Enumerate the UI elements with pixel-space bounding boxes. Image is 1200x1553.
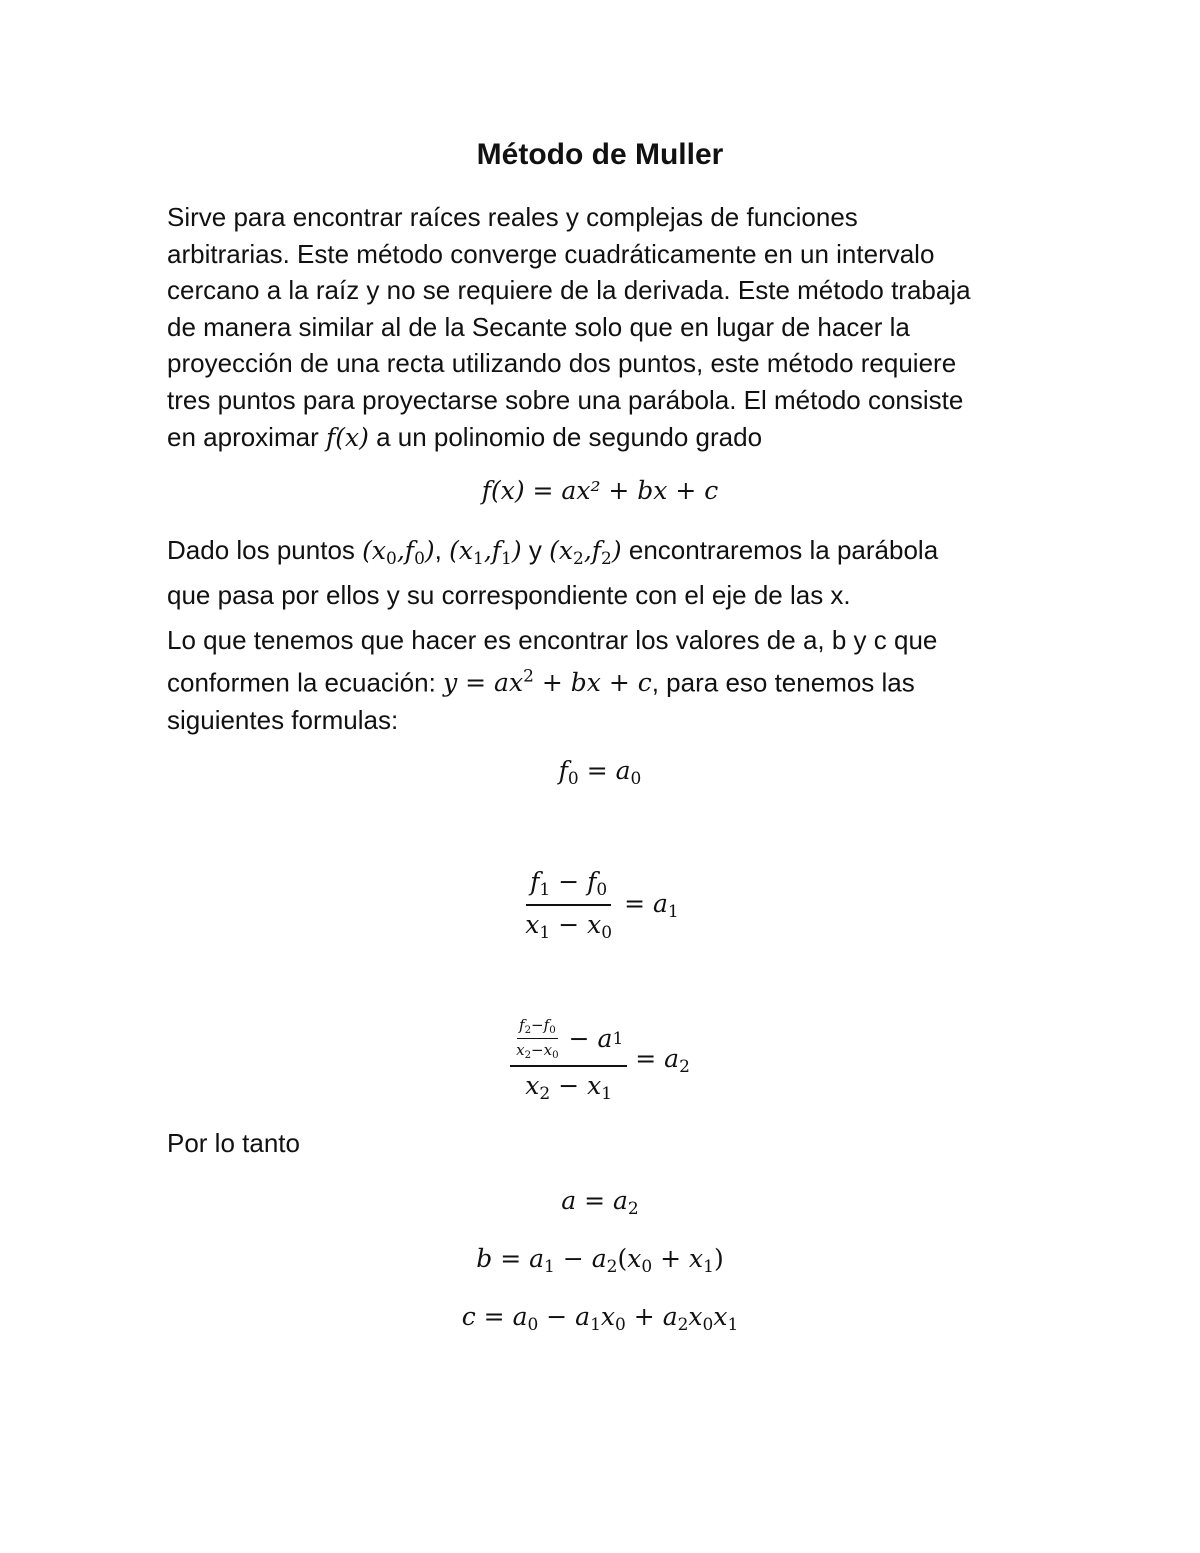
intro-line-last: en aproximar f(x) a un polinomio de segundo grado [167,421,763,452]
formula-a2: $\frac{f_2-f_0}{x_2-x_0}$ − a 1 $x_2 - x_1$ = $a_2$ [0,1012,1200,1108]
intro-line: proyección de una recta utilizando dos puntos, este método requiere [167,348,957,379]
page-title: Método de Muller [476,138,724,171]
points-line-1: Dado los puntos $(x_0,f_0)$, $(x_1,f_1)$ y $(x_2,f_2)$ encontraremos la parábola [167,535,939,569]
intro-line: cercano a la raíz y no se requiere de la derivada. Este método trabaja [167,275,971,306]
result-b: $b = a_1 - a_2(x_0 + x_1)$ [476,1244,724,1277]
intro-line: Sirve para encontrar raíces reales y complejas de funciones [167,202,858,232]
intro-line: arbitrarias. Este método converge cuadráticamente en un intervalo [167,238,935,269]
result-c: $c = a_0 - a_1x_0 + a_2x_0x_1$ [461,1302,739,1335]
fraction-a1: $\frac{f_1 - f_0}{x_1 - x_0}$ [525,867,613,943]
values-line-3: siguientes formulas: [167,704,399,735]
values-line-2: conformen la ecuación: $y = ax^2$ + bx + c, para eso tenemos las [167,666,915,697]
formula-a1: $\frac{f_1 - f_0}{x_1 - x_0}$ = $a_1$ [0,866,1200,944]
therefore-text: Por lo tanto [167,1128,300,1158]
intro-paragraph [167,199,1047,456]
fraction-a2: $\frac{f_2-f_0}{x_2-x_0}$ − a 1 $x_2 - x_1$ [510,1016,627,1103]
intro-line: de manera similar al de la Secante solo que en lugar de hacer la [167,311,910,342]
result-a: $a = a_2$ [561,1186,639,1219]
inner-fraction: $\frac{f_2-f_0}{x_2-x_0}$ [516,1016,559,1061]
point-0: $(x_0,f_0)$ [362,536,435,569]
inline-math-equation: $y = ax^2$ + bx + c [443,666,652,697]
point-1: $(x_1,f_1)$ [449,536,522,569]
points-line-2: que pasa por ellos y su correspondiente con el eje de las x. [167,580,851,611]
point-2: $(x_2,f_2)$ [549,536,622,569]
formula-a0: $f_0 = a_0$ [558,756,642,789]
values-paragraph [167,622,1047,738]
values-line-1: Lo que tenemos que hacer es encontrar los valores de a, b y c que [167,625,938,655]
points-paragraph [167,532,1047,614]
equation-quadratic: f(x) = ax² + bx + c [481,476,719,505]
inline-math-fx: f(x) [325,422,369,452]
intro-line: tres puntos para proyectarse sobre una parábola. El método consiste [167,384,964,415]
